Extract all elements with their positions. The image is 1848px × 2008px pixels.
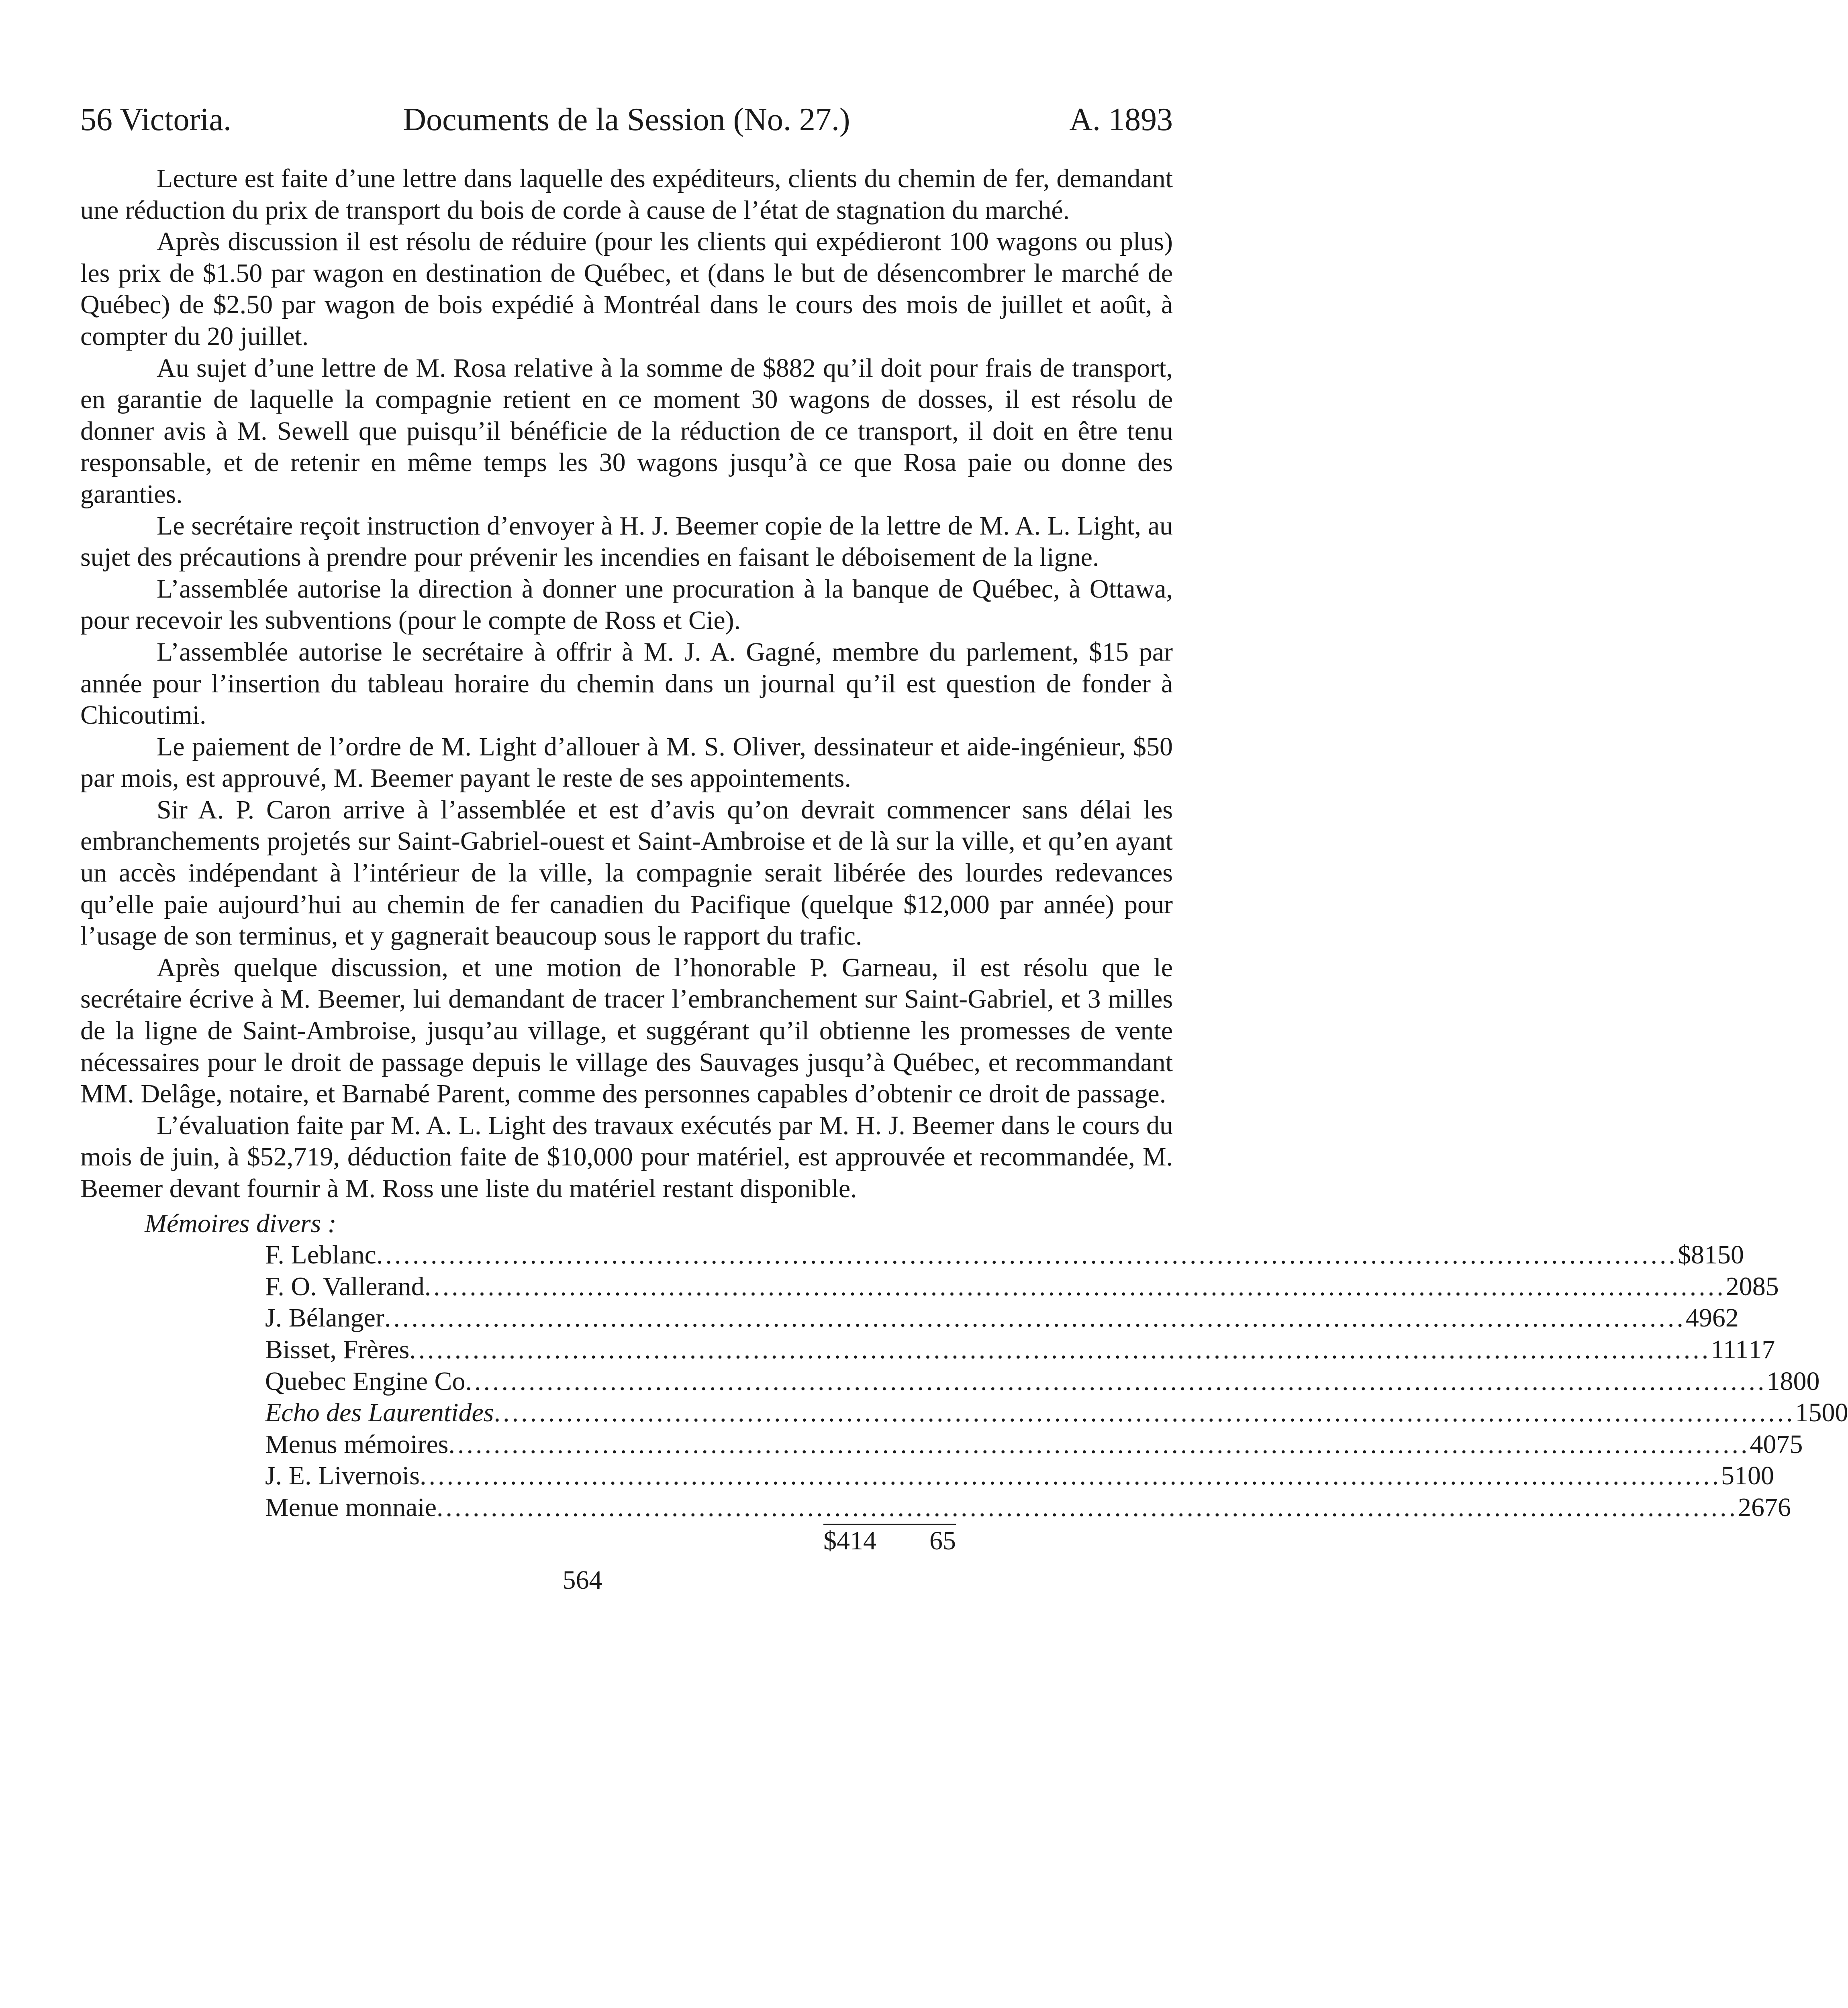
dot-leader: ................................................................................................................................................ <box>376 1240 1678 1270</box>
payee-name: J. E. Livernois <box>265 1461 420 1491</box>
amount-cents: 85 <box>1752 1271 1779 1301</box>
payee-name: Echo des Laurentides <box>265 1398 494 1428</box>
total-amount <box>823 1524 956 1557</box>
ledger-entry-name <box>265 1492 1738 1524</box>
ledger-entry-name <box>265 1302 1686 1334</box>
page-number: 564 <box>562 1565 602 1595</box>
paragraph: L’assemblée autorise la direction à donner une procuration à la banque de Québec, à Ottawa, pour recevoir les subventions (pour le compte de Ross et Cie). <box>80 574 1173 635</box>
amount-dollars: 26 <box>1738 1492 1765 1522</box>
amount-dollars: 15 <box>1795 1398 1822 1428</box>
paragraph: Sir A. P. Caron arrive à l’assemblée et est d’avis qu’on devrait commencer sans délai les embranchements projetés sur Saint-Gabriel-ouest et Saint-Ambroise et de là sur la ville, et qu’en ayant un accès indépendant à l’intérieur de la ville, la compagnie serait libérée des lourdes redevances qu’elle paie aujourd’hui au chemin de fer canadien du Pacifique (quelque $12,000 par année) pour l’usage de son terminus, et y gagnerait beaucoup sous le rapport du trafic. <box>80 795 1173 951</box>
ledger-row <box>265 1366 1820 1398</box>
payee-name: F. O. Vallerand <box>265 1271 425 1301</box>
dot-leader: ................................................................................................................................................ <box>419 1461 1721 1491</box>
amount-dollars: 40 <box>1750 1429 1777 1459</box>
amount-cents: 76 <box>1764 1492 1791 1522</box>
running-header <box>80 100 1173 139</box>
ledger-row <box>265 1271 1779 1303</box>
ledger-entry-name <box>265 1429 1750 1461</box>
ledger-row <box>265 1460 1774 1492</box>
ledger-entry-name <box>265 1460 1721 1492</box>
amount-cents: 62 <box>1712 1303 1739 1333</box>
dot-leader: ................................................................................................................................................ <box>465 1366 1767 1396</box>
ledger-row <box>265 1302 1739 1334</box>
total-cents: 65 <box>929 1526 956 1555</box>
paragraph: Au sujet d’une lettre de M. Rosa relative à la somme de $882 qu’il doit pour frais de transport, en garantie de laquelle la compagnie retient en ce moment 30 wagons de dosses, il est résolu de donner avis à M. Sewell que puisqu’il bénéficie de la réduction de ce transport, il doit en être tenu responsable, et de retenir en même temps les 30 wagons jusqu’à ce que Rosa paie ou donne des garanties. <box>80 353 1173 509</box>
ledger-entry-name <box>265 1271 1726 1303</box>
header-regnal-year: 56 Victoria. <box>80 102 231 137</box>
memoires-total-row <box>265 1524 956 1560</box>
header-session-title: Documents de la Session (No. 27.) <box>403 102 850 137</box>
ledger-row <box>265 1492 1791 1524</box>
paragraph: Après discussion il est résolu de réduire (pour les clients qui expédieront 100 wagons ou plus) les prix de $1.50 par wagon en destination de Québec, et (dans le but de désencombrer le marché de Québec) de $2.50 par wagon de bois expédié à Montréal dans le cours des mois de juillet et août, à compter du 20 juillet. <box>80 227 1173 351</box>
dot-leader: ................................................................................................................................................ <box>437 1492 1738 1522</box>
payee-name: Menus mémoires <box>265 1429 449 1459</box>
amount-dollars: 51 <box>1721 1461 1748 1491</box>
amount-cents: 00 <box>1821 1398 1848 1428</box>
ledger-row <box>265 1334 1775 1366</box>
paragraph: L’évaluation faite par M. A. L. Light des travaux exécutés par M. H. J. Beemer dans le cours du mois de juin, à $52,719, déduction faite de $10,000 pour matériel, est approuvée et recommandée, M. Beemer devant fournir à M. Ross une liste du matériel restant disponible. <box>80 1110 1173 1203</box>
dot-leader: ................................................................................................................................................ <box>409 1335 1711 1364</box>
amount-cents: 50 <box>1717 1240 1744 1270</box>
dot-leader: ................................................................................................................................................ <box>448 1429 1750 1459</box>
ledger-row <box>265 1429 1803 1461</box>
amount-cents: 00 <box>1747 1461 1774 1491</box>
paragraph: Lecture est faite d’une lettre dans laquelle des expéditeurs, clients du chemin de fer, demandant une réduction du prix de transport du bois de corde à cause de l’état de stagnation du marché. <box>80 164 1173 225</box>
ledger-row <box>265 1397 1848 1429</box>
ledger-row <box>265 1239 1744 1271</box>
paragraph: L’assemblée autorise le secrétaire à offrir à M. J. A. Gagné, membre du parlement, $15 par année pour l’insertion du tableau horaire du chemin dans un journal qu’il est question de fonder à Chicoutimi. <box>80 637 1173 730</box>
payee-name: Bisset, Frères <box>265 1335 410 1364</box>
amount-cents: 75 <box>1776 1429 1803 1459</box>
paragraph: Le paiement de l’ordre de M. Light d’allouer à M. S. Oliver, dessinateur et aide-ingénieur, $50 par mois, est approuvé, M. Beemer payant le reste de ses appointements. <box>80 732 1173 793</box>
ledger-entry-name <box>265 1397 1795 1429</box>
ledger-entry-name <box>265 1334 1711 1366</box>
amount-dollars: 49 <box>1685 1303 1712 1333</box>
memoires-ledger <box>265 1239 1848 1523</box>
amount-dollars: 18 <box>1766 1366 1793 1396</box>
amount-cents: 00 <box>1793 1366 1820 1396</box>
memoires-heading: Mémoires divers : <box>145 1208 337 1238</box>
paragraph: Le secrétaire reçoit instruction d’envoyer à H. J. Beemer copie de la lettre de M. A. L. Light, au sujet des précautions à prendre pour prévenir les incendies en faisant le déboisement de la ligne. <box>80 511 1173 572</box>
total-dollars: $414 <box>823 1526 876 1555</box>
ledger-entry-name <box>265 1239 1678 1271</box>
payee-name: J. Bélanger <box>265 1303 384 1333</box>
payee-name: F. Leblanc <box>265 1240 376 1270</box>
document-page <box>80 100 1848 1596</box>
amount-dollars: 20 <box>1725 1271 1752 1301</box>
paragraph: Après quelque discussion, et une motion de l’honorable P. Garneau, il est résolu que le secrétaire écrive à M. Beemer, lui demandant de tracer l’embranchement sur Saint-Gabriel, et 3 milles de la ligne de Saint-Ambroise, jusqu’au village, et suggérant qu’il obtienne les promesses de vente nécessaires pour le droit de passage depuis le village des Sauvages jusqu’à Québec, et recommandant MM. Delâge, notaire, et Barnabé Parent, comme des personnes capables d’obtenir ce droit de passage. <box>80 953 1173 1109</box>
payee-name: Menue monnaie <box>265 1492 437 1522</box>
document-body <box>80 163 1848 1596</box>
payee-name: Quebec Engine Co <box>265 1366 466 1396</box>
amount-dollars: 81 <box>1691 1240 1717 1270</box>
dot-leader: ................................................................................................................................................ <box>494 1398 1795 1428</box>
amount-cents: 17 <box>1748 1335 1775 1364</box>
dot-leader: ................................................................................................................................................ <box>384 1303 1686 1333</box>
header-year: A. 1893 <box>1069 102 1173 137</box>
dollar-sign: $ <box>1677 1240 1691 1270</box>
ledger-entry-name <box>265 1366 1767 1398</box>
dot-leader: ................................................................................................................................................ <box>424 1271 1726 1301</box>
amount-dollars: 111 <box>1711 1335 1749 1364</box>
